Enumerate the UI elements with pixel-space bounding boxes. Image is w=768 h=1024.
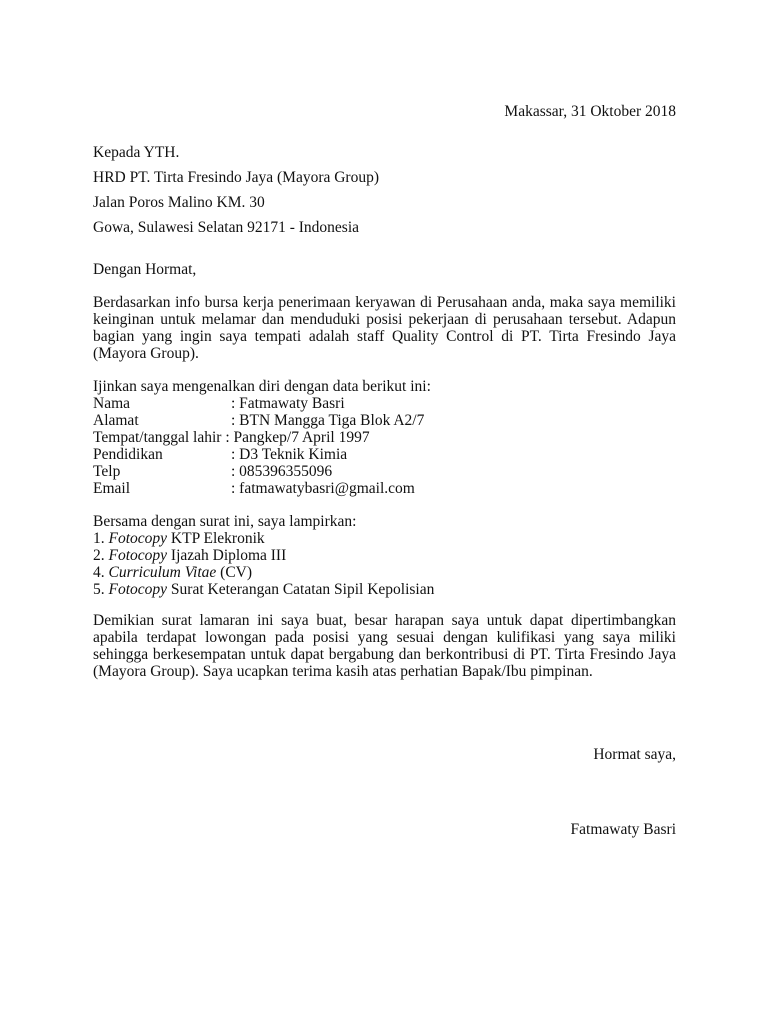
attachment-italic: Curriculum Vitae — [108, 564, 217, 581]
personal-value: : Fatmawaty Basri — [231, 395, 345, 412]
personal-row-name — [93, 395, 593, 412]
signer-name: Fatmawaty Basri — [570, 821, 676, 838]
attachment-text: KTP Elekronik — [167, 530, 265, 547]
closing-paragraph: Demikian surat lamaran ini saya buat, besar harapan saya untuk dapat dipertimbangkan apabila terdapat lowongan pada posisi yang sesuai dengan kulifikasi yang saya miliki sehingga berkesempatan untuk dapat bergabung dan berkontribusi di PT. Tirta Fresindo Jaya (Mayora Group). Saya ucapkan terima kasih atas perhatian Bapak/Ibu pimpinan. — [93, 612, 676, 680]
personal-row-education — [93, 446, 593, 463]
personal-intro: Ijinkan saya mengenalkan diri dengan data berikut ini: — [93, 378, 431, 395]
attachment-number: 5. — [93, 581, 109, 598]
personal-value: : fatmawatybasri@gmail.com — [231, 480, 415, 497]
place-date: Makassar, 31 Oktober 2018 — [504, 103, 676, 120]
sign-off: Hormat saya, — [593, 746, 676, 763]
attachment-italic: Fotocopy — [108, 581, 168, 598]
personal-label: Tempat/tanggal lahir — [93, 429, 222, 446]
greeting: Dengan Hormat, — [93, 261, 197, 278]
attachments-list — [93, 530, 653, 598]
personal-row-birth — [93, 429, 593, 446]
personal-row-address — [93, 412, 593, 429]
recipient-line-1: HRD PT. Tirta Fresindo Jaya (Mayora Group) — [93, 169, 380, 186]
attachment-italic: Fotocopy — [108, 530, 168, 547]
attachment-item — [93, 581, 653, 598]
attachment-number: 2. — [93, 547, 109, 564]
personal-value: : D3 Teknik Kimia — [231, 446, 348, 463]
personal-data-list — [93, 395, 593, 497]
personal-label: Email — [93, 480, 131, 497]
recipient-salutation: Kepada YTH. — [93, 144, 180, 161]
recipient-line-2: Jalan Poros Malino KM. 30 — [93, 194, 265, 211]
personal-row-email — [93, 480, 593, 497]
personal-label: Nama — [93, 395, 131, 412]
personal-value: : BTN Mangga Tiga Blok A2/7 — [231, 412, 425, 429]
attachment-italic: Fotocopy — [108, 547, 168, 564]
personal-label: Telp — [93, 463, 121, 480]
personal-row-phone — [93, 463, 593, 480]
attachment-text: (CV) — [216, 564, 253, 581]
attachment-item — [93, 547, 653, 564]
personal-value: : Pangkep/7 April 1997 — [221, 429, 370, 446]
attachment-item — [93, 564, 653, 581]
attachment-text: Surat Keterangan Catatan Sipil Kepolisian — [167, 581, 435, 598]
attachments-intro: Bersama dengan surat ini, saya lampirkan: — [93, 513, 357, 530]
attachment-text: Ijazah Diploma III — [167, 547, 287, 564]
personal-label: Pendidikan — [93, 446, 163, 463]
recipient-line-3: Gowa, Sulawesi Selatan 92171 - Indonesia — [93, 219, 360, 236]
intro-paragraph: Berdasarkan info bursa kerja penerimaan keryawan di Perusahaan anda, maka saya memiliki keinginan untuk melamar dan menduduki posisi pekerjaan di perusahaan tersebut. Adapun bagian yang ingin saya tempati adalah staff Quality Control di PT. Tirta Fresindo Jaya (Mayora Group). — [93, 294, 676, 362]
personal-label: Alamat — [93, 412, 139, 429]
attachment-number: 4. — [93, 564, 109, 581]
attachment-item — [93, 530, 653, 547]
attachment-number: 1. — [93, 530, 109, 547]
personal-value: : 085396355096 — [231, 463, 333, 480]
